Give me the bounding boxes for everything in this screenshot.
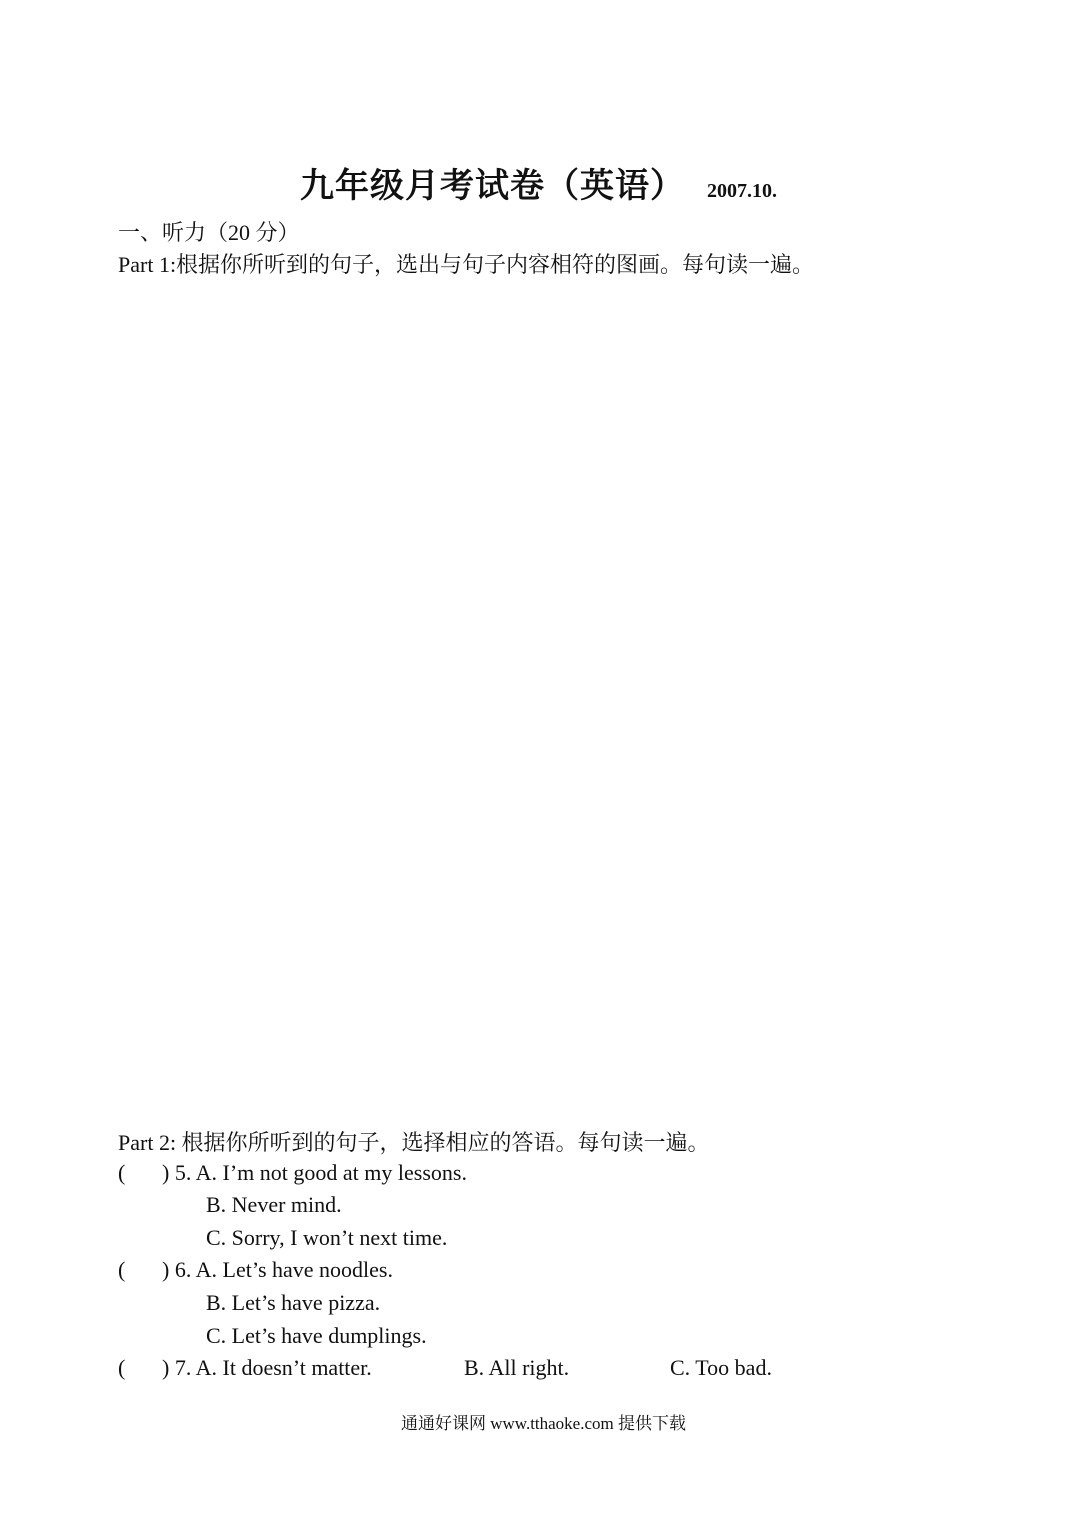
part2-instruction: Part 2: 根据你所听到的句子，选择相应的答语。每句读一遍。 xyxy=(118,1130,710,1155)
option-a: A. I’m not good at my lessons. xyxy=(195,1160,467,1185)
document-title xyxy=(300,158,777,207)
answer-paren-close: ) xyxy=(162,1257,170,1282)
question-6-option-b: B. Let’s have pizza. xyxy=(206,1290,381,1315)
question-5 xyxy=(118,1160,467,1186)
answer-paren-open: ( xyxy=(118,1160,126,1185)
question-7-option-b: B. All right. xyxy=(464,1355,570,1380)
page-footer: 通通好课网 www.tthaoke.com 提供下载 xyxy=(400,1414,687,1433)
question-6 xyxy=(118,1257,393,1283)
answer-paren-close: ) xyxy=(162,1355,170,1380)
question-number: 7. xyxy=(174,1355,192,1380)
question-number: 5. xyxy=(174,1160,192,1185)
question-7 xyxy=(118,1355,372,1381)
title-main: 九年级月考试卷（英语） xyxy=(300,168,685,205)
option-a: A. It doesn’t matter. xyxy=(195,1355,372,1380)
title-date: 2007.10. xyxy=(707,180,777,202)
question-6-option-c: C. Let’s have dumplings. xyxy=(206,1323,427,1348)
answer-paren-open: ( xyxy=(118,1355,126,1380)
question-7-option-c: C. Too bad. xyxy=(670,1355,772,1380)
question-5-option-c: C. Sorry, I won’t next time. xyxy=(206,1225,448,1250)
part1-instruction: Part 1:根据你所听到的句子，选出与句子内容相符的图画。每句读一遍。 xyxy=(118,252,815,277)
option-a: A. Let’s have noodles. xyxy=(195,1257,393,1282)
answer-paren-open: ( xyxy=(118,1257,126,1282)
question-5-option-b: B. Never mind. xyxy=(206,1192,342,1217)
question-number: 6. xyxy=(174,1257,192,1282)
listening-section-heading: 一、听力（20 分） xyxy=(118,220,300,245)
answer-paren-close: ) xyxy=(162,1160,170,1185)
